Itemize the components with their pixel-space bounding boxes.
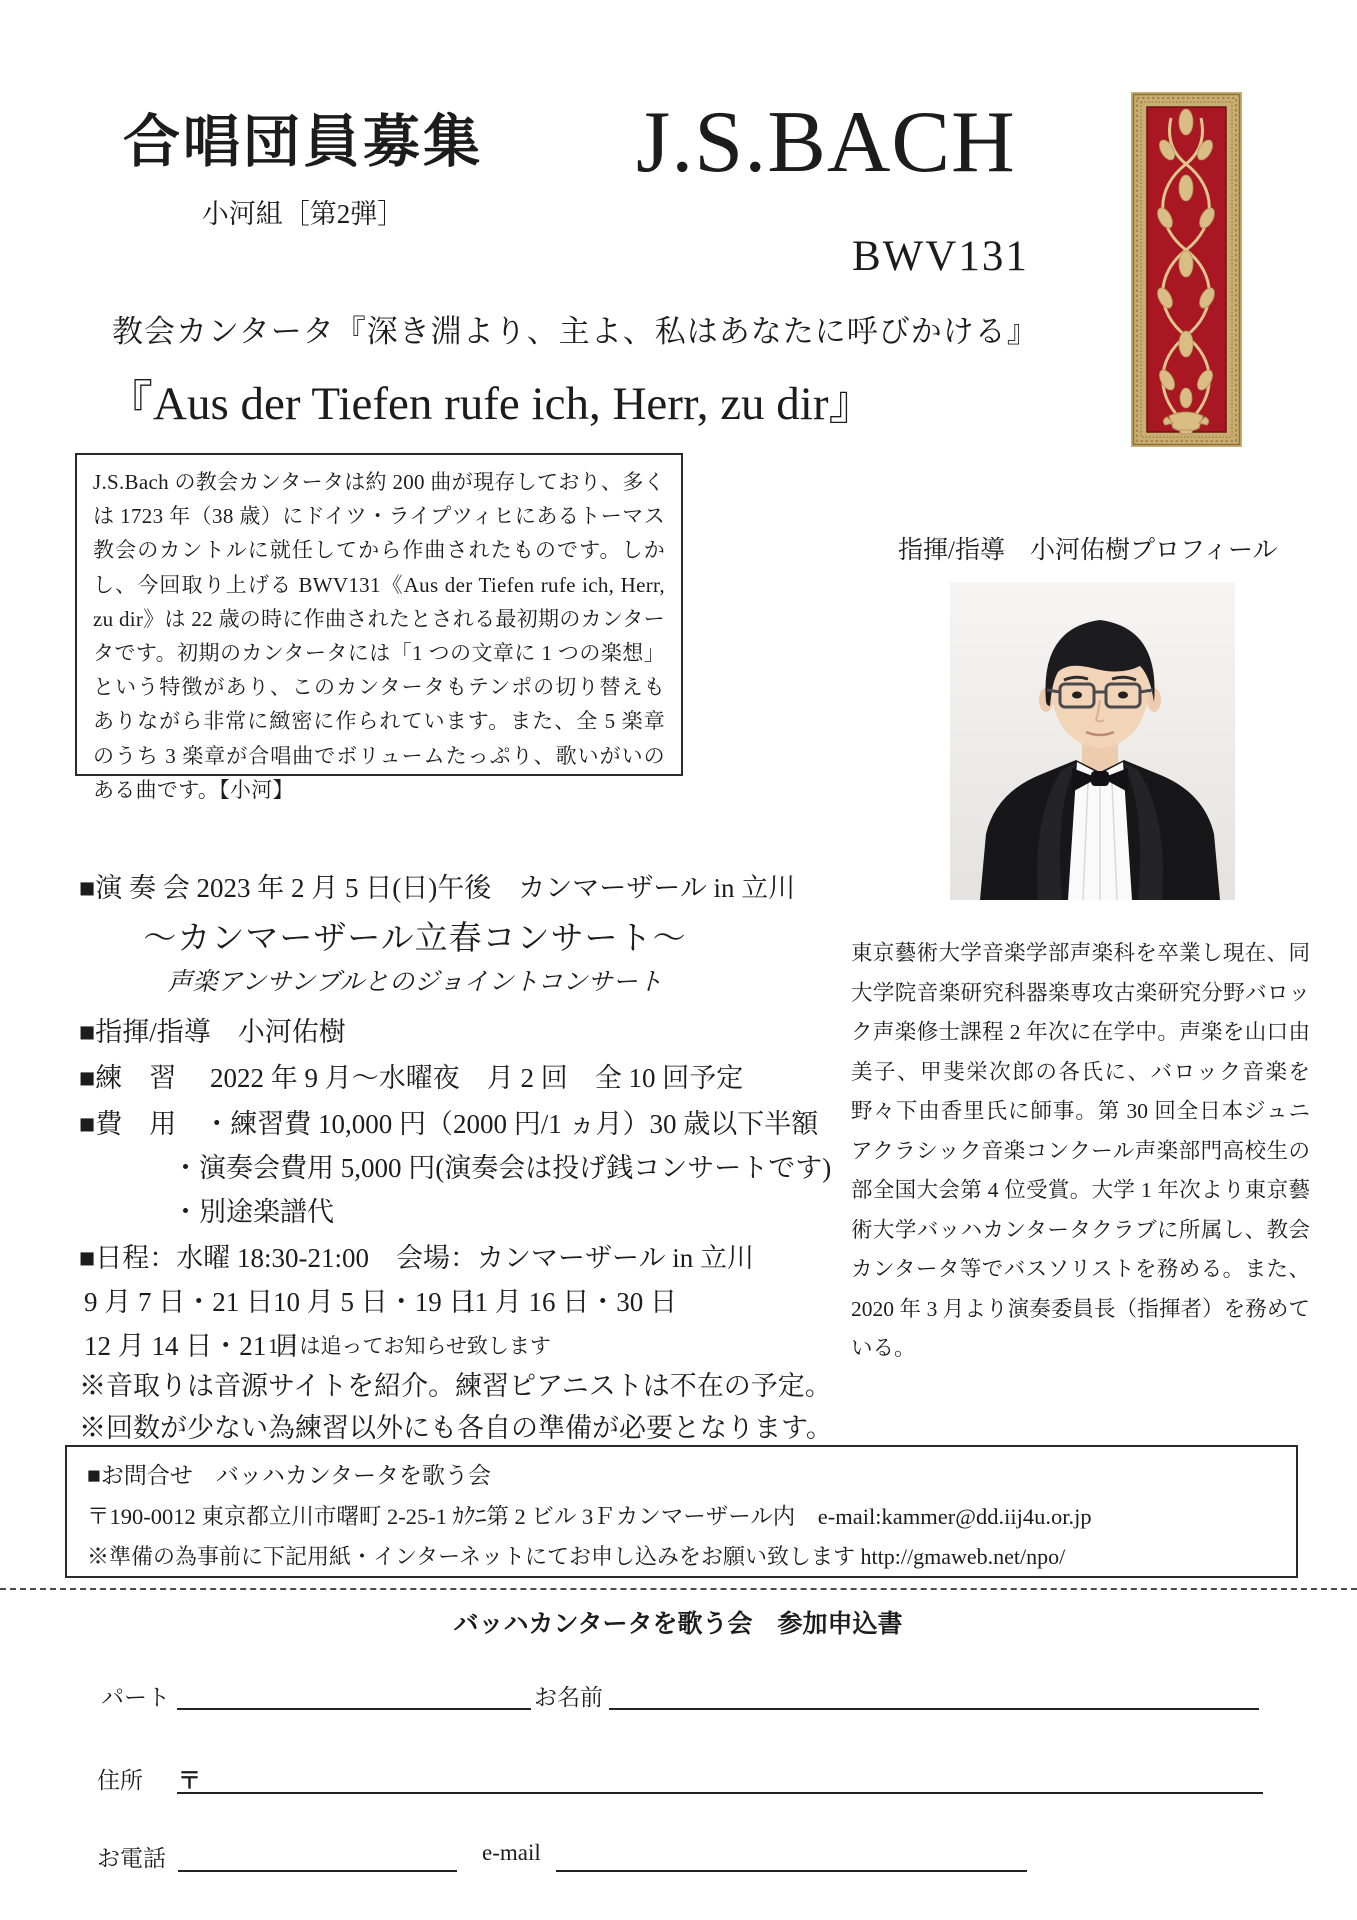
cut-line-divider xyxy=(0,1588,1357,1590)
date-item: 11 月 16 日・30 日 xyxy=(462,1287,677,1317)
cantata-title-jp: 教会カンタータ『深き淵より、主よ、私はあなたに呼びかける』 xyxy=(112,314,1039,349)
email-field[interactable] xyxy=(556,1846,1027,1872)
contact-address: 〒190-0012 東京都立川市曙町 2-25-1 ｶｸﾆ第 2 ビル 3Ｆカンマーザール内 e-mail:kammer@dd.iij4u.or.jp xyxy=(87,1504,1092,1529)
description-box xyxy=(75,453,683,802)
phone-field[interactable] xyxy=(178,1846,457,1872)
conductor-photo xyxy=(950,582,1235,900)
cantata-title-de: 『Aus der Tiefen rufe ich, Herr, zu dir』 xyxy=(106,378,876,430)
phone-label: お電話 xyxy=(97,1846,166,1871)
contact-note: ※準備の為事前に下記用紙・インターネットにてお申し込みをお願い致します http://gmaweb.net/npo/ xyxy=(87,1544,1066,1569)
form-title: バッハカンタータを歌う会 参加申込書 xyxy=(453,1610,903,1638)
concert-name: ～カンマーザール立春コンサート～ xyxy=(143,921,687,957)
conductor-line: ■指揮/指導 小河佑樹 xyxy=(79,1017,346,1047)
address-label: 住所 xyxy=(97,1768,143,1793)
practice-line: ■練 習 2022 年 9 月～水曜夜 月 2 回 全 10 回予定 xyxy=(79,1063,744,1093)
name-label: お名前 xyxy=(534,1685,603,1710)
profile-text: 東京藝術大学音楽学部声楽科を卒業し現在、同大学院音楽研究科器楽専攻古楽研究分野バロック声楽修士課程 2 年次に在学中。声楽を山口由美子、甲斐栄次郎の各氏に、バロック音楽を野々下由香里氏に師事。第 30 回全日本ジュニアクラシック音楽コンクール声楽部門高校生の部全国大会第 4 位受賞。大学 1 年次より東京藝術大学バッハカンタータクラブに所属し、教会カンタータ等でバスソリストを務める。また、2020 年 3 月より演奏委員長（指揮者）を務めている。 xyxy=(851,941,1310,1360)
address-field[interactable] xyxy=(177,1768,1263,1794)
fee-line-3: ・別途楽譜代 xyxy=(172,1197,334,1227)
concert-subtitle: 声楽アンサンブルとのジョイントコンサート xyxy=(167,969,663,996)
dates-row-2-note: 1月は追ってお知らせ致します xyxy=(268,1334,551,1358)
date-item: 10 月 5 日・19 日 xyxy=(273,1287,476,1317)
concert-date-line: ■演 奏 会 2023 年 2 月 5 日(日)午後 カンマーザール in 立川 xyxy=(79,873,796,903)
composer-title: J.S.BACH xyxy=(636,94,1016,191)
email-label: e-mail xyxy=(482,1840,541,1865)
fee-line-2: ・演奏会費用 5,000 円(演奏会は投げ銭コンサートです) xyxy=(172,1153,832,1183)
date-item: 9 月 7 日・21 日 xyxy=(84,1287,273,1317)
profile-label: 指揮/指導 小河佑樹プロフィール xyxy=(898,537,1278,564)
contact-title: ■お問合せ バッハカンタータを歌う会 xyxy=(87,1463,491,1488)
description-text: J.S.Bach の教会カンタータは約 200 曲が現存しており、多くは 1723 年（38 歳）にドイツ・ライプツィヒにあるトーマス教会のカントルに就任してから作曲されたものです。しかし、今回取り上げる BWV131《Aus der Tiefen rufe ich, Herr, zu dir》は 22 歳の時に作曲されたとされる最初期のカンタータです。初期のカンタータには「1 つの文章に 1 つの楽想」という特徴があり、このカンタータもテンポの切り替えもありながら非常に緻密に作られています。また、全 5 楽章のうち 3 楽章が合唱曲でボリュームたっぷり、歌いがいのある曲です。【小河】 xyxy=(93,470,665,802)
note-1: ※音取りは音源サイトを紹介。練習ピアニストは不在の予定。 xyxy=(79,1371,832,1401)
part-label: パート xyxy=(101,1685,170,1710)
recruit-title: 合唱団員募集 xyxy=(123,111,483,174)
contact-box xyxy=(65,1445,1298,1578)
postal-mark: 〒 xyxy=(178,1768,201,1793)
ornament-banner-image xyxy=(1131,92,1242,447)
part-field[interactable] xyxy=(177,1684,531,1710)
recruit-subtitle: 小河組［第2弾］ xyxy=(201,199,405,229)
name-field[interactable] xyxy=(609,1684,1259,1710)
fee-line-1: ■費 用 ・練習費 10,000 円（2000 円/1 ヵ月）30 歳以下半額 xyxy=(79,1109,819,1139)
bwv-number: BWV131 xyxy=(852,233,1029,280)
note-2: ※回数が少ない為練習以外にも各自の準備が必要となります。 xyxy=(79,1413,833,1443)
date-item: 12 月 14 日・21 日 xyxy=(84,1331,300,1361)
schedule-line: ■日程：水曜 18:30-21:00 会場：カンマーザール in 立川 xyxy=(79,1243,755,1273)
